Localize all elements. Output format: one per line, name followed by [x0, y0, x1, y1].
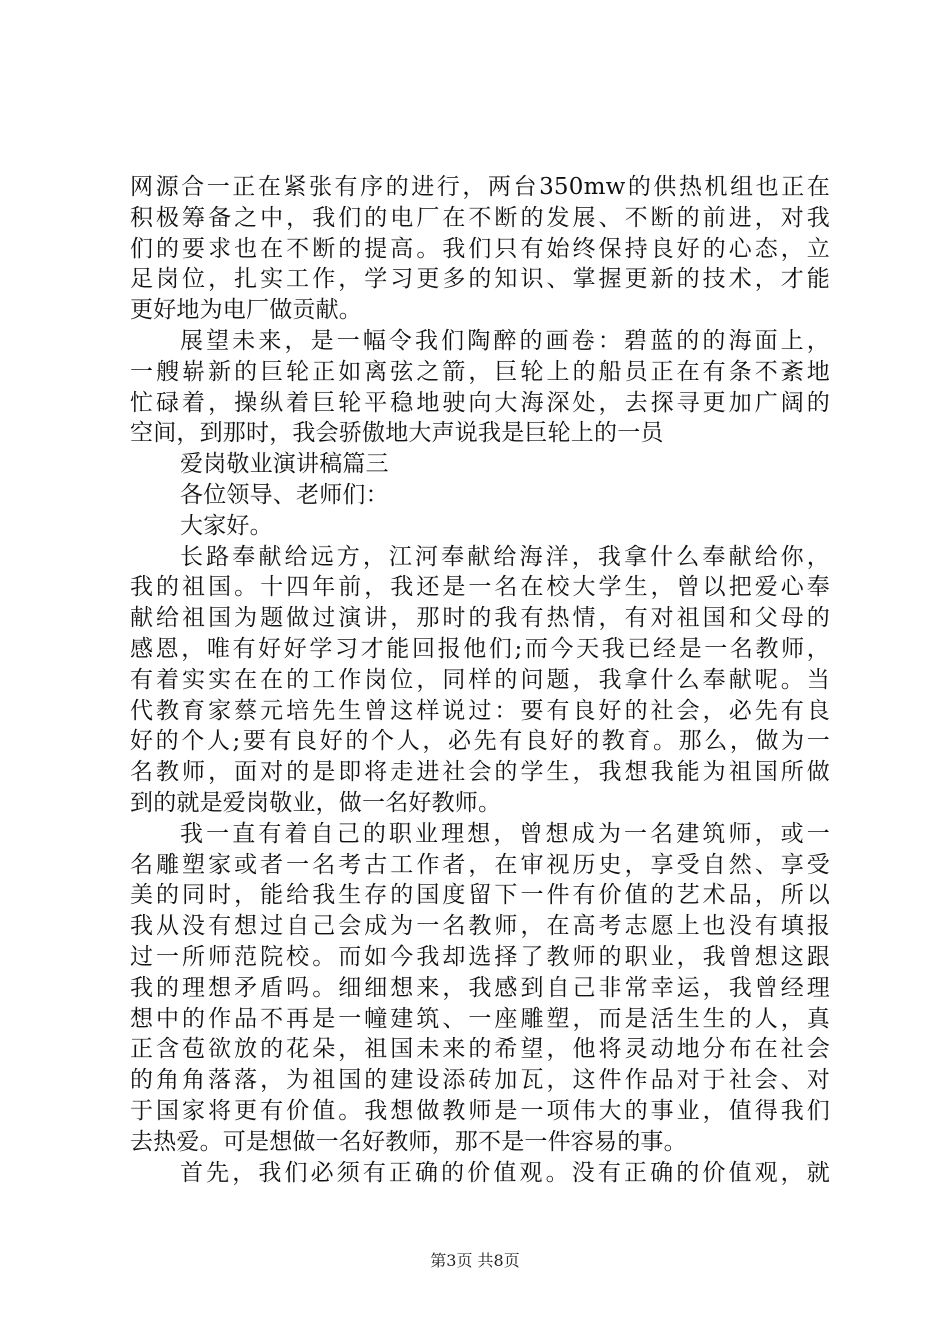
greeting: 大家好。: [180, 512, 273, 539]
text-line: 足岗位，扎实工作，学习更多的知识、掌握更新的技术，才能: [130, 266, 830, 293]
text-line: 展望未来，是一幅令我们陶醉的画卷：碧蓝的的海面上，: [180, 327, 830, 354]
text-line: 们的要求也在不断的提高。我们只有始终保持良好的心态，立: [130, 235, 830, 262]
text-line: 的角角落落，为祖国的建设添砖加瓦，这件作品对于社会、对: [130, 1067, 830, 1094]
text-line: 长路奉献给远方，江河奉献给海洋，我拿什么奉献给你，: [180, 543, 830, 570]
text-line: 我的祖国。十四年前，我还是一名在校大学生，曾以把爱心奉: [130, 574, 830, 601]
text-line: 名教师，面对的是即将走进社会的学生，我想我能为祖国所做: [130, 759, 830, 786]
text-line: 想中的作品不再是一幢建筑、一座雕塑，而是活生生的人，真: [130, 1005, 830, 1032]
text-line: 忙碌着，操纵着巨轮平稳地驶向大海深处，去探寻更加广阔的: [130, 389, 830, 416]
text-line: 名雕塑家或者一名考古工作者，在审视历史，享受自然、享受: [130, 851, 830, 878]
text-line: 我一直有着自己的职业理想，曾想成为一名建筑师，或一: [180, 820, 830, 847]
text-line: 于国家将更有价值。我想做教师是一项伟大的事业，值得我们: [130, 1097, 830, 1124]
section-heading: 爱岗敬业演讲稿篇三: [180, 451, 389, 478]
text-line: 献给祖国为题做过演讲，那时的我有热情，有对祖国和父母的: [130, 605, 830, 632]
text-line: 有着实实在在的工作岗位，同样的问题，我拿什么奉献呢。当: [130, 666, 830, 693]
page-number-footer: 第3页 共8页: [430, 1251, 520, 1270]
text-line: 过一所师范院校。而如今我却选择了教师的职业，我曾想这跟: [130, 943, 830, 970]
salutation: 各位领导、老师们：: [180, 481, 389, 508]
text-line: 空间，到那时，我会骄傲地大声说我是巨轮上的一员: [130, 420, 664, 447]
text-line: 好的个人;要有良好的个人，必先有良好的教育。那么，做为一: [130, 728, 830, 755]
text-line: 美的同时，能给我生存的国度留下一件有价值的艺术品，所以: [130, 882, 830, 909]
text-line: 更好地为电厂做贡献。: [130, 297, 362, 324]
text-line: 首先，我们必须有正确的价值观。没有正确的价值观，就: [180, 1159, 830, 1186]
text-line: 正含苞欲放的花朵，祖国未来的希望，他将灵动地分布在社会: [130, 1036, 830, 1063]
text-line: 我的理想矛盾吗。细细想来，我感到自己非常幸运，我曾经理: [130, 974, 830, 1001]
text-line: 去热爱。可是想做一名好教师，那不是一件容易的事。: [130, 1128, 687, 1155]
text-line: 我从没有想过自己会成为一名教师，在高考志愿上也没有填报: [130, 913, 830, 940]
text-line: 网源合一正在紧张有序的进行，两台350mw的供热机组也正在: [130, 174, 830, 200]
text-line: 到的就是爱岗敬业，做一名好教师。: [130, 789, 502, 816]
body-text: [130, 172, 830, 1188]
text-line: 积极筹备之中，我们的电厂在不断的发展、不断的前进，对我: [130, 204, 830, 231]
text-line: 代教育家蔡元培先生曾这样说过：要有良好的社会，必先有良: [130, 697, 830, 724]
text-line: 感恩，唯有好好学习才能回报他们;而今天我已经是一名教师，: [130, 635, 830, 662]
text-line: 一艘崭新的巨轮正如离弦之箭，巨轮上的船员正在有条不紊地: [130, 358, 830, 385]
